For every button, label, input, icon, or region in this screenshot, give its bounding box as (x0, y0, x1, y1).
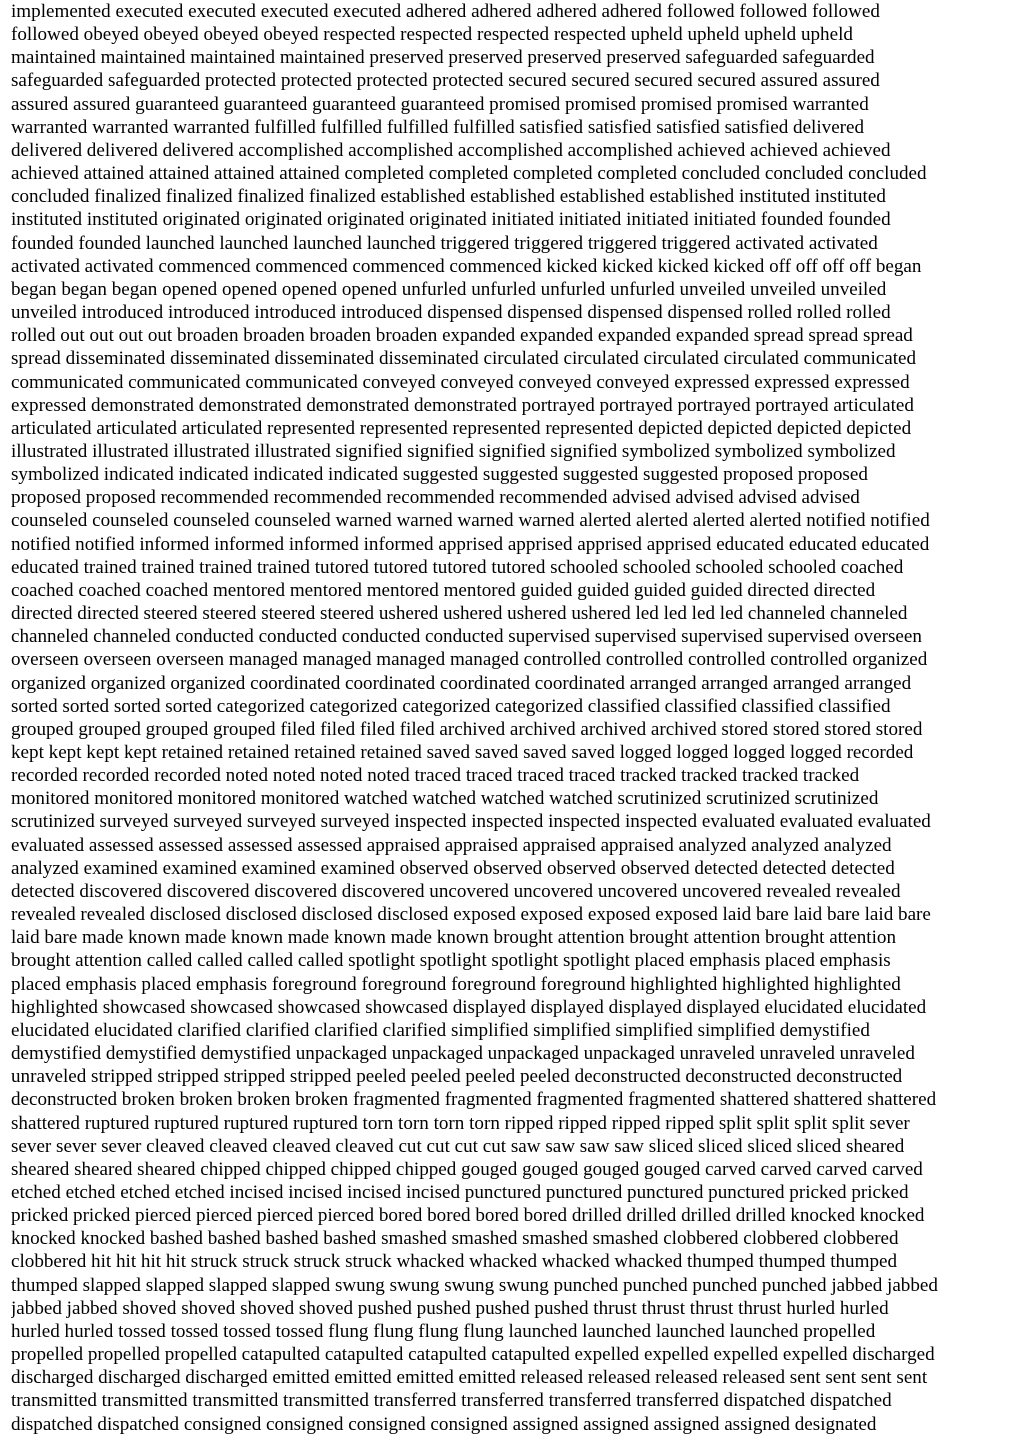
text-line: grouped grouped grouped grouped filed filed filed filed archived archived archived archived stored stored stored stored (11, 718, 923, 740)
text-line: maintained maintained maintained maintained preserved preserved preserved preserved safeguarded safeguarded (11, 47, 875, 69)
text-line: transmitted transmitted transmitted transmitted transferred transferred transferred transferred dispatched dispatched (11, 1390, 892, 1412)
text-line: deconstructed broken broken broken broken fragmented fragmented fragmented fragmented shattered shattered shattered (11, 1089, 937, 1111)
text-line: analyzed examined examined examined examined observed observed observed observed detected detected detected (11, 857, 895, 879)
text-line: scrutinized surveyed surveyed surveyed surveyed inspected inspected inspected inspected evaluated evaluated evaluated (11, 811, 931, 833)
text-body (11, 0, 1019, 1436)
text-line: thumped slapped slapped slapped slapped swung swung swung swung punched punched punched punched jabbed jabbed (11, 1274, 938, 1296)
text-line: pricked pricked pierced pierced pierced pierced bored bored bored bored drilled drilled drilled drilled knocked knocked (11, 1205, 925, 1227)
text-line: unraveled stripped stripped stripped stripped peeled peeled peeled peeled deconstructed deconstructed deconstructed (11, 1066, 903, 1088)
text-line: counseled counseled counseled counseled warned warned warned warned alerted alerted alerted alerted notified notified (11, 510, 930, 532)
text-line: knocked knocked bashed bashed bashed bashed smashed smashed smashed smashed clobbered clobbered clobbered (11, 1228, 899, 1250)
text-line: instituted instituted originated originated originated originated initiated initiated initiated initiated founded founded (11, 209, 891, 231)
text-line: educated trained trained trained trained tutored tutored tutored tutored schooled schooled schooled schooled coached (11, 556, 904, 578)
text-line: highlighted showcased showcased showcased showcased displayed displayed displayed displayed elucidated elucidated (11, 996, 927, 1018)
text-line: followed obeyed obeyed obeyed obeyed respected respected respected respected upheld upheld upheld upheld (11, 24, 853, 46)
text-line: recorded recorded recorded noted noted noted noted traced traced traced traced tracked tracked tracked tracked (11, 765, 860, 787)
text-line: coached coached coached mentored mentored mentored mentored guided guided guided guided directed directed (11, 579, 876, 601)
text-line: warranted warranted warranted fulfilled fulfilled fulfilled fulfilled satisfied satisfied satisfied satisfied delivered (11, 116, 865, 138)
text-line: notified notified informed informed informed informed apprised apprised apprised apprised educated educated educated (11, 533, 930, 555)
text-line: brought attention called called called called spotlight spotlight spotlight spotlight placed emphasis placed emphasis (11, 950, 891, 972)
text-line: detected discovered discovered discovered discovered uncovered uncovered uncovered uncovered revealed revealed (11, 880, 901, 902)
text-line: began began began opened opened opened opened unfurled unfurled unfurled unfurled unveiled unveiled unveiled (11, 278, 887, 300)
text-line: articulated articulated articulated represented represented represented represented depicted depicted depicted depicted (11, 417, 912, 439)
text-line: founded founded launched launched launched launched triggered triggered triggered triggered activated activated (11, 232, 878, 254)
text-line: safeguarded safeguarded protected protected protected protected secured secured secured secured assured assured (11, 70, 880, 92)
text-line: laid bare made known made known made known made known brought attention brought attention brought attention (11, 927, 897, 949)
text-line: propelled propelled propelled catapulted catapulted catapulted catapulted expelled expelled expelled expelled discharged (11, 1344, 935, 1366)
text-line: demystified demystified demystified unpackaged unpackaged unpackaged unpackaged unraveled unraveled unraveled (11, 1043, 915, 1065)
text-line: symbolized indicated indicated indicated indicated suggested suggested suggested suggested proposed proposed (11, 464, 868, 486)
text-line: overseen overseen overseen managed managed managed managed controlled controlled controlled controlled organized (11, 649, 928, 671)
text-line: communicated communicated communicated conveyed conveyed conveyed conveyed expressed expressed expressed (11, 371, 910, 393)
text-line: organized organized organized coordinated coordinated coordinated coordinated arranged arranged arranged arranged (11, 672, 912, 694)
text-line: directed directed steered steered steered steered ushered ushered ushered ushered led led led led channeled channeled (11, 603, 908, 625)
text-line: delivered delivered delivered accomplished accomplished accomplished accomplished achieved achieved achieved (11, 139, 891, 161)
text-line: proposed proposed recommended recommended recommended recommended advised advised advised advised (11, 487, 860, 509)
text-line: evaluated assessed assessed assessed assessed appraised appraised appraised appraised analyzed analyzed analyzed (11, 834, 892, 856)
text-line: expressed demonstrated demonstrated demonstrated demonstrated portrayed portrayed portrayed portrayed articulated (11, 394, 914, 416)
text-line: unveiled introduced introduced introduced introduced dispensed dispensed dispensed dispensed rolled rolled rolled (11, 302, 891, 324)
text-line: activated activated commenced commenced commenced commenced kicked kicked kicked kicked off off off off began (11, 255, 922, 277)
text-line: illustrated illustrated illustrated illustrated signified signified signified signified symbolized symbolized symbolized (11, 440, 896, 462)
document-page (11, 0, 1019, 1446)
text-line: dispatched dispatched consigned consigned consigned consigned assigned assigned assigned assigned designated (11, 1413, 877, 1435)
text-line: placed emphasis placed emphasis foreground foreground foreground foreground highlighted highlighted highlighted (11, 973, 901, 995)
text-line: sever sever sever cleaved cleaved cleaved cleaved cut cut cut cut saw saw saw saw sliced sliced sliced sliced sheared (11, 1135, 905, 1157)
text-line: sheared sheared sheared chipped chipped chipped chipped gouged gouged gouged gouged carved carved carved carved (11, 1158, 923, 1180)
text-line: rolled out out out out broaden broaden broaden broaden expanded expanded expanded expanded spread spread spread (11, 325, 913, 347)
text-line: shattered ruptured ruptured ruptured ruptured torn torn torn torn ripped ripped ripped ripped split split split split sever (11, 1112, 910, 1134)
text-line: assured assured guaranteed guaranteed guaranteed guaranteed promised promised promised promised warranted (11, 93, 869, 115)
text-line: clobbered hit hit hit hit struck struck struck struck whacked whacked whacked whacked thumped thumped thumped (11, 1251, 898, 1273)
text-line: concluded finalized finalized finalized finalized established established established established instituted instituted (11, 186, 886, 208)
text-line: channeled channeled conducted conducted conducted conducted supervised supervised supervised supervised overseen (11, 626, 922, 648)
text-line: monitored monitored monitored monitored watched watched watched watched scrutinized scrutinized scrutinized (11, 788, 879, 810)
text-line: etched etched etched etched incised incised incised incised punctured punctured punctured punctured pricked pricked (11, 1181, 909, 1203)
text-line: kept kept kept kept retained retained retained retained saved saved saved saved logged logged logged logged recorded (11, 742, 914, 763)
text-line: spread disseminated disseminated disseminated disseminated circulated circulated circulated circulated communicated (11, 348, 917, 370)
text-line: discharged discharged discharged emitted emitted emitted emitted released released released released sent sent sent sent (11, 1367, 928, 1389)
text-line: elucidated elucidated clarified clarified clarified clarified simplified simplified simplified simplified demystified (11, 1019, 870, 1041)
text-line: revealed revealed disclosed disclosed disclosed disclosed exposed exposed exposed exposed laid bare laid bare laid bare (11, 904, 931, 926)
text-line: implemented executed executed executed executed adhered adhered adhered adhered followed followed followed (11, 1, 880, 22)
text-line: jabbed jabbed shoved shoved shoved shoved pushed pushed pushed pushed thrust thrust thrust thrust hurled hurled (11, 1297, 889, 1319)
text-line: hurled hurled tossed tossed tossed tossed flung flung flung flung launched launched launched launched propelled (11, 1320, 876, 1342)
text-line: achieved attained attained attained attained completed completed completed completed concluded concluded concluded (11, 163, 927, 185)
text-line: sorted sorted sorted sorted categorized categorized categorized categorized classified classified classified classified (11, 695, 891, 717)
